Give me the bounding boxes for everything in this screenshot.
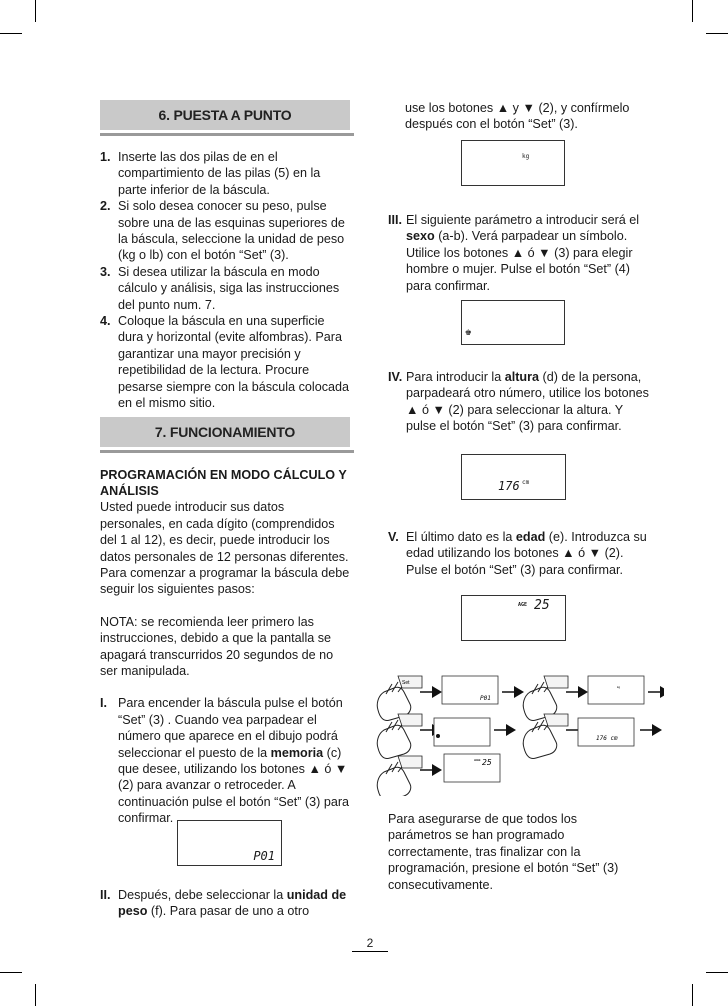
hand-press-icon [523, 714, 568, 759]
step-3: III. El siguiente parámetro a introducir será el sexo (a-b). Verá parpadear un símbolo. Utilice los botones ▲ ó ▼ (3) para elegir hombre o mujer. Pulse el botón “Set” (4) para confirmar. [388, 213, 640, 293]
diagram-height: 176 cm [596, 735, 618, 742]
closing-paragraph: Para asegurarse de que todos los parámetros se han programado correctamente, tras finalizar con la programación, presione el botón “Set” (3) consecutivamente. [388, 812, 619, 892]
arrow-right-icon [566, 686, 588, 698]
step-2: II. Después, debe seleccionar la unidad de peso (f). Para pasar de uno a otro [100, 888, 347, 919]
step-5: V. El último dato es la edad (e). Introduzca su edad utilizando los botones ▲ ó ▼ (2). Pulse el botón “Set” (3) para confirmar. [388, 530, 647, 577]
step-5-block [388, 529, 650, 578]
arrow-right-icon [420, 764, 442, 776]
crop-mark [35, 984, 36, 1006]
step-4: IV. Para introducir la altura (d) de la persona, parpadeará otro número, utilice los botones ▲ ó ▼ (2) para seleccionar la altura. Y pulse el botón “Set” (3) para confirmar. [388, 370, 649, 434]
programming-sequence-diagram [372, 666, 664, 796]
sex-symbol-icon [436, 734, 440, 738]
diagram-age: 25 [482, 758, 492, 767]
crop-mark [0, 972, 22, 973]
step-3-block [388, 212, 650, 294]
step-1: I. Para encender la báscula pulse el botón “Set” (3) . Cuando vea parpadear el número que aparece en el dibujo podrá seleccionar el puesto de la memoria (c) que desee, utilizando los botones ▲ ó ▼ (2) para avanzar o retroceder. A continuación pulse el botón “Set” (3) para confirmar. [100, 696, 350, 826]
lcd-height-unit: cm [522, 479, 530, 486]
diagram-age-label: AGE [474, 758, 481, 762]
programming-title: PROGRAMACIÓN EN MODO CÁLCULO Y ANÁLISIS [100, 467, 347, 498]
diagram-lcd-unit [588, 676, 644, 704]
diagram-set-label: Set [402, 680, 410, 686]
lcd-sex-symbol: ♚ [465, 325, 472, 338]
arrow-right-icon [502, 686, 524, 698]
list-item: 3. Si desea utilizar la báscula en modo cálculo y análisis, siga las instrucciones del punto num. 7. [100, 264, 340, 312]
diagram-p01: P01 [480, 695, 491, 702]
step-4-block [388, 369, 650, 435]
lcd-age-value: 25 [534, 598, 550, 613]
section-heading-operation: 7. FUNCIONAMIENTO [100, 417, 350, 447]
lcd-display-unit [461, 140, 565, 186]
note-paragraph: NOTA: se recomienda leer primero las instrucciones, debido a que la pantalla se apagará transcurridos 20 segundos de no ser manipulada. [100, 614, 334, 678]
lcd-memory-value: P01 [253, 849, 275, 863]
lcd-display-memory [177, 820, 282, 866]
crop-mark [706, 972, 728, 973]
hand-press-icon [377, 756, 422, 796]
crop-mark [35, 0, 36, 22]
hand-press-icon [377, 714, 422, 759]
left-column [100, 100, 350, 827]
list-item: 2. Si solo desea conocer su peso, pulse sobre una de las esquinas superiores de la báscula, seleccione la unidad de peso (kg o lb) con el botón “Set” (3). [100, 199, 345, 263]
diagram-kg: kg [617, 685, 621, 689]
lcd-display-age [461, 595, 566, 641]
crop-mark [692, 984, 693, 1006]
arrow-right-icon [494, 724, 516, 736]
arrow-right-icon [648, 686, 664, 698]
lcd-unit-value: kg [522, 153, 530, 160]
crop-mark [0, 33, 22, 34]
crop-mark [692, 0, 693, 22]
lcd-height-value: 176 [498, 479, 520, 493]
right-continuation: use los botones ▲ y ▼ (2), y confírmelo después con el botón “Set” (3). [405, 101, 630, 132]
list-item: 4. Coloque la báscula en una superficie dura y horizontal (evite alfombras). Para garantizar una mayor precisión y repetibilidad de la lectura. Procure pesarse siempre con la báscula colocada en el mismo sitio. [100, 314, 350, 411]
lcd-display-sex [461, 300, 565, 345]
step-2-block [100, 887, 350, 920]
lcd-age-label: AGE [518, 602, 528, 608]
crop-mark [706, 33, 728, 34]
setup-list [100, 149, 350, 412]
section-heading-setup: 6. PUESTA A PUNTO [100, 100, 350, 130]
list-item: 1. Inserte las dos pilas de en el compartimiento de las pilas (5) en la parte inferior de la báscula. [100, 150, 321, 197]
programming-intro: Usted puede introducir sus datos personales, en cada dígito (comprendidos del 1 al 12), es decir, puede introducir los datos personales de 12 personas diferentes. Para comenzar a programar la báscula debe seguir los siguientes pasos: [100, 500, 350, 597]
page-number: 2 [352, 936, 388, 952]
diagram-lcd-sex [434, 718, 490, 746]
lcd-display-height [461, 454, 566, 500]
arrow-right-icon [640, 724, 662, 736]
arrow-right-icon [420, 686, 442, 698]
